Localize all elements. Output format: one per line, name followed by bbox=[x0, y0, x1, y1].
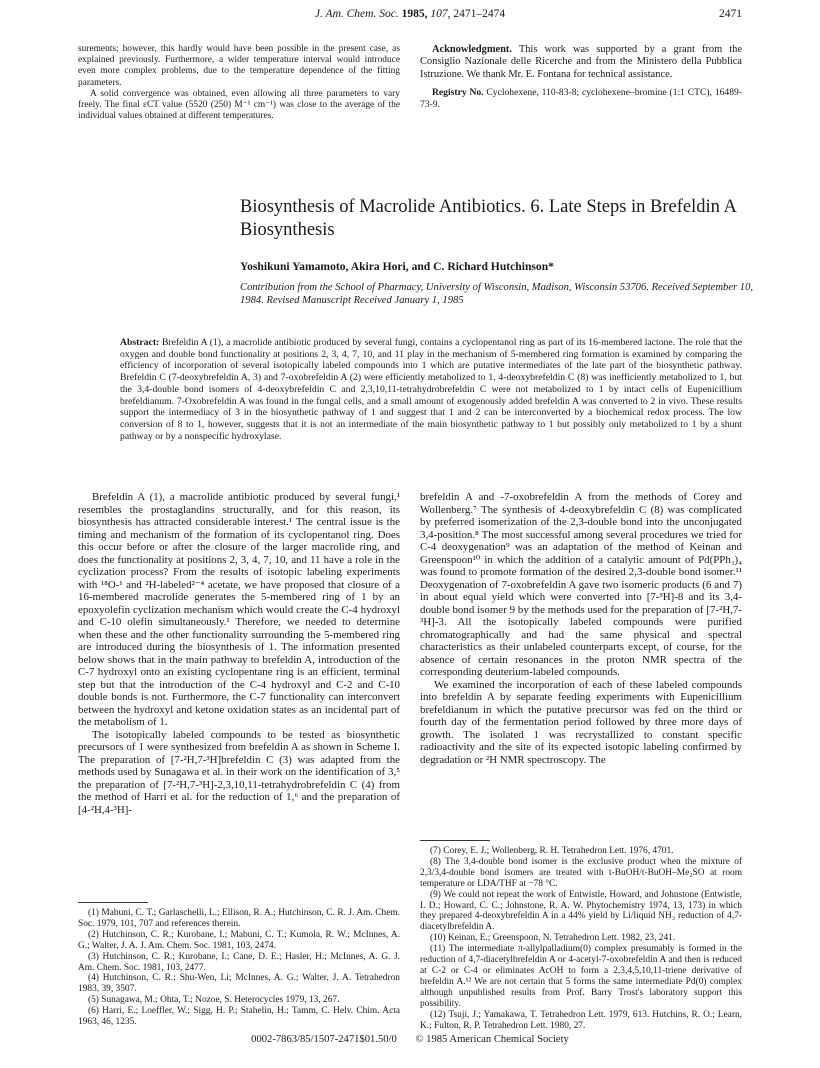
reference-11: (11) The intermediate π-allylpalladium(0) complex presumably is formed in the reduction of 4,7-diacetylbrefeldin A or 4-acetyl-7-oxobrefeldin A and then is reduced at C-2 or C-4 or eliminates AcOH to form a 2,3,4,5,10,11-triene derivative of brefeldin A.¹² We are not certain that 5 forms the same intermediate Pd(0) complex although unpublished results from Prof. Barry Trost's laboratory support this possibility. bbox=[420, 944, 742, 1009]
reference-3: (3) Hutchinson, C. R.; Kurobane, I.; Cane, D. E.; Hasler, H.; McInnes, A. G. J. Am. Chem. Soc. 1981, 103, 2477. bbox=[78, 951, 400, 973]
page-footer bbox=[78, 1034, 742, 1045]
registry-label: Registry No. bbox=[432, 87, 484, 99]
reference-7: (7) Corey, E. J.; Wollenberg, R. H. Tetrahedron Lett. 1976, 4701. bbox=[430, 846, 674, 856]
registry-text: Cyclohexene, 110-83-8; cyclohexene–bromine (1:1 CTC), 16489-73-9. bbox=[420, 87, 743, 110]
references-right bbox=[420, 846, 742, 1031]
body-paragraph-2: The isotopically labeled compounds to be tested as biosynthetic precursors of 1 were synthesized from brefeldin A as shown in Scheme I. The preparation of [7-²H,7-³H]brefeldin C (3) was adapted from the methods used by Sunagawa et al. in their work on the identification of 3,⁵ the preparation of [7-²H,7-³H]-2,3,10,11-tetrahydrobrefeldin C (4) from the method of Harri et al. for the reduction of 1,⁶ and the preparation of [4-²H,4-³H]- bbox=[78, 728, 400, 816]
footnote-rule-left bbox=[78, 902, 148, 903]
acknowledgment-paragraph bbox=[420, 44, 742, 81]
references-left bbox=[78, 908, 400, 1028]
registry-paragraph bbox=[420, 87, 742, 110]
journal-volume: 107, bbox=[430, 8, 451, 20]
abstract-label: Abstract: bbox=[120, 337, 160, 348]
body-paragraph-4: We examined the incorporation of each of these labeled compounds into brefeldin A by separate feeding experiments with Eupenicillium brefeldianum in which the putative precursor was fed on the third or fourth day of the fermentation period followed by three more days of growth. The isolated 1 was recrystallized to constant specific radioactivity and the site of its expected isotopic labeling confirmed by degradation or ²H NMR spectroscopy. The bbox=[420, 678, 742, 766]
acknowledgment-label: Acknowledgment. bbox=[432, 44, 512, 55]
journal-year: 1985, bbox=[401, 8, 428, 20]
reference-6: (6) Harri, E.; Loeffler, W.; Sigg, H. P.; Stahelin, H.; Tamm, C. Helv. Chim. Acta 1963, 46, 1235. bbox=[78, 1006, 400, 1028]
body-paragraph-3: brefeldin A and -7-oxobrefeldin A from the methods of Corey and Wollenberg.⁷ The synthesis of 4-deoxybrefeldin C (8) was complicated by preferred isomerization of the 2,3-double bond into the unconjugated 3,4-position.⁸ The most successful among several procedures we tried for C-4 deoxygenation⁹ was an adaptation of the method of Keinan and Greenspoon¹⁰ in which the addition of a catalytic amount of Pd(PPh₃)₄ was found to promote formation of the desired 2,3-double bond isomer.¹¹ Deoxygenation of 7-oxobrefeldin A gave two isomeric products (6 and 7) in about equal yield which were converted into [7-³H]-8 and its 3,4-double bond isomer 9 by the methods used for the preparation of [7-²H,7-³H]-3. All the isotopically labeled compounds were purified chromatographically and had the same physical and spectral characteristics as their unlabeled counterparts except, of course, for the absence of certain resonances in the proton NMR spectra of the corresponding deuterium-labeled compounds. bbox=[420, 491, 742, 678]
reference-8: (8) The 3,4-double bond isomer is the exclusive product when the mixture of 2,3/3,4-double bond isomers are treated with t-BuOH/t-BuOH–Me₂SO at room temperature or LDA/THF at −78 °C. bbox=[420, 856, 742, 889]
acknowledgment-text: This work was supported by a grant from the Consiglio Nazionale delle Ricerche and from the Ministero della Pubblica Istruzione. We thank Mr. E. Fontana for technical assistance. bbox=[420, 44, 742, 80]
body-left-column bbox=[78, 491, 400, 816]
reference-4: (4) Hutchinson, C. R.; Shu-Wen, Li; McInnes, A. G.; Walter, J. A. Tetrahedron 1983, 39, 3507. bbox=[78, 973, 400, 995]
footnote-rule-right bbox=[420, 840, 490, 841]
reference-5: (5) Sunagawa, M.; Ohta, T.; Nozoe, S. Heterocycles 1979, 13, 267. bbox=[88, 995, 340, 1006]
article-title: Biosynthesis of Macrolide Antibiotics. 6. Late Steps in Brefeldin A Biosynthesis bbox=[240, 197, 736, 240]
abstract-text: Brefeldin A (1), a macrolide antibiotic produced by several fungi, contains a cyclopentanol ring as part of its 16-membered lactone. The role that the oxygen and double bond functionality at positions 2, 3, 4, 7, 10, and 11 play in the mechanism of 5-membered ring formation is examined by comparing the efficiency of incorporation of several isotopically labeled compounds into 1 which are putative intermediates of the late part of the biosynthetic pathway. Brefeldin C (7-deoxybrefeldin A, 3) and 7-oxobrefeldin A (2) were efficiently metabolized to 1, 4-deoxybrefeldin C (8) was inefficiently metabolized to 1, but the 3,4-double bond isomers of 4-deoxybrefeldin C and 2,3,10,11-tetrahydrobrefeldin C were not metabolized to 1 by intact cells of Eupenicillium brefeldianum. 7-Oxobrefeldin A was found in the fungal cells, and a small amount of exogenously added brefeldin A was converted to 2 in vivo. These results support the intermediacy of 3 in the biosynthetic pathway of 1 and suggest that 1 and 2 can be interconverted by a biochemical redox process. The low conversion of 8 to 1, however, suggests that it is not an intermediate of the main biosynthetic pathway to 1 but possibly only metabolized to 1 by a shunt pathway or by a nonspecific hydroxylase. bbox=[120, 337, 743, 442]
journal-pages: 2471–2474 bbox=[453, 8, 506, 20]
previous-article-tail bbox=[78, 44, 400, 122]
prev-paragraph-2: A solid convergence was obtained, even allowing all three parameters to vary freely. The final εCT value (5520 (250) M⁻¹ cm⁻¹) was close to the average of the individual values obtained at different temperatures. bbox=[78, 88, 400, 122]
page-number: 2471 bbox=[719, 8, 742, 20]
running-head-citation bbox=[78, 8, 742, 20]
running-head bbox=[78, 8, 742, 26]
journal-name: J. Am. Chem. Soc. bbox=[314, 8, 399, 20]
body-right-column bbox=[420, 491, 742, 766]
acknowledgment-section bbox=[420, 44, 742, 116]
reference-9: (9) We could not repeat the work of Entwistle, Howard, and Johnstone (Entwistle, I. D.; Howard, C. C.; Johnstone, R. A. W. Phytochemistry 1974, 13, 173) in which they prepared 4-deoxybrefeldin A in a 44% yield by Li/liquid NH₃ reduction of 4,7-diacetylbrefeldin A. bbox=[420, 889, 742, 933]
article-authors: Yoshikuni Yamamoto, Akira Hori, and C. Richard Hutchinson* bbox=[240, 260, 554, 273]
footer-copyright: © 1985 American Chemical Society bbox=[415, 1034, 569, 1045]
footer-code: 0002-7863/85/1507-2471$01.50/0 bbox=[251, 1034, 397, 1045]
reference-12: (12) Tsuji, J.; Yamakawa, T. Tetrahedron Lett. 1979, 613. Hutchins, R. O.; Learn, K.; Fulton, R. P. Tetrahedron Lett. 1980, 27. bbox=[420, 1009, 742, 1031]
reference-2: (2) Hutchinson, C. R.; Kurobane, I.; Mabuni, C. T.; Kumola, R. W.; McInnes, A. G.; Walter, J. A. J. Am. Chem. Soc. 1981, 103, 2474. bbox=[78, 929, 400, 951]
abstract-block bbox=[120, 337, 742, 442]
reference-1: (1) Mabuni, C. T.; Garlaschelli, L.; Ellison, R. A.; Hutchinson, C. R. J. Am. Chem. Soc. 1979, 101, 707 and references therein. bbox=[78, 908, 400, 929]
reference-10: (10) Keinan, E.; Greenspoon, N. Tetrahedron Lett. 1982, 23, 241. bbox=[430, 933, 676, 944]
prev-paragraph-1: surements; however, this hardly would have been possible in the present case, as explained previously. Furthermore, a wider temperature interval would introduce even more complex problems, due to the temperature dependence of the fitting parameters. bbox=[78, 44, 400, 88]
article-affiliation: Contribution from the School of Pharmacy, University of Wisconsin, Madison, Wisconsin 53706. Received September 10, 1984. Revised Manuscript Received January 1, 1985 bbox=[240, 282, 754, 306]
body-paragraph-1: Brefeldin A (1), a macrolide antibiotic produced by several fungi,¹ resembles the prostaglandins structurally, and for this reason, its biosynthesis has attracted considerable interest.¹ The central issue is the timing and mechanism of the formation of its cyclopentanol ring. Does this occur before or after the closure of the larger macrolide ring, and does the functionality at positions 2, 3, 4, 7, 10, and 11 have a role in the cyclization process? From the results of isotopic labeling experiments with ¹⁸O-¹ and ²H-labeled²⁻⁴ acetate, we have proposed that closure of a 16-membered macrolide generates the 5-membered ring of 1 by an epoxyolefin cyclization mechanism which would create the C-4 hydroxyl and C-10 olefin simultaneously.¹ Therefore, we needed to determine when these and the other functionality surrounding the 5-membered ring are introduced during the biosynthesis of 1. The information presented below shows that in the main pathway to brefeldin A, introduction of the C-7 hydroxyl onto an existing cyclopentane ring is an efficient, terminal step but that the introduction of the C-4 hydroxyl and C-2 and C-10 double bonds is not. Furthermore, the C-7 functionality can interconvert between the hydroxyl and ketone oxidation states as an incidental part of the metabolism of 1. bbox=[78, 491, 400, 728]
